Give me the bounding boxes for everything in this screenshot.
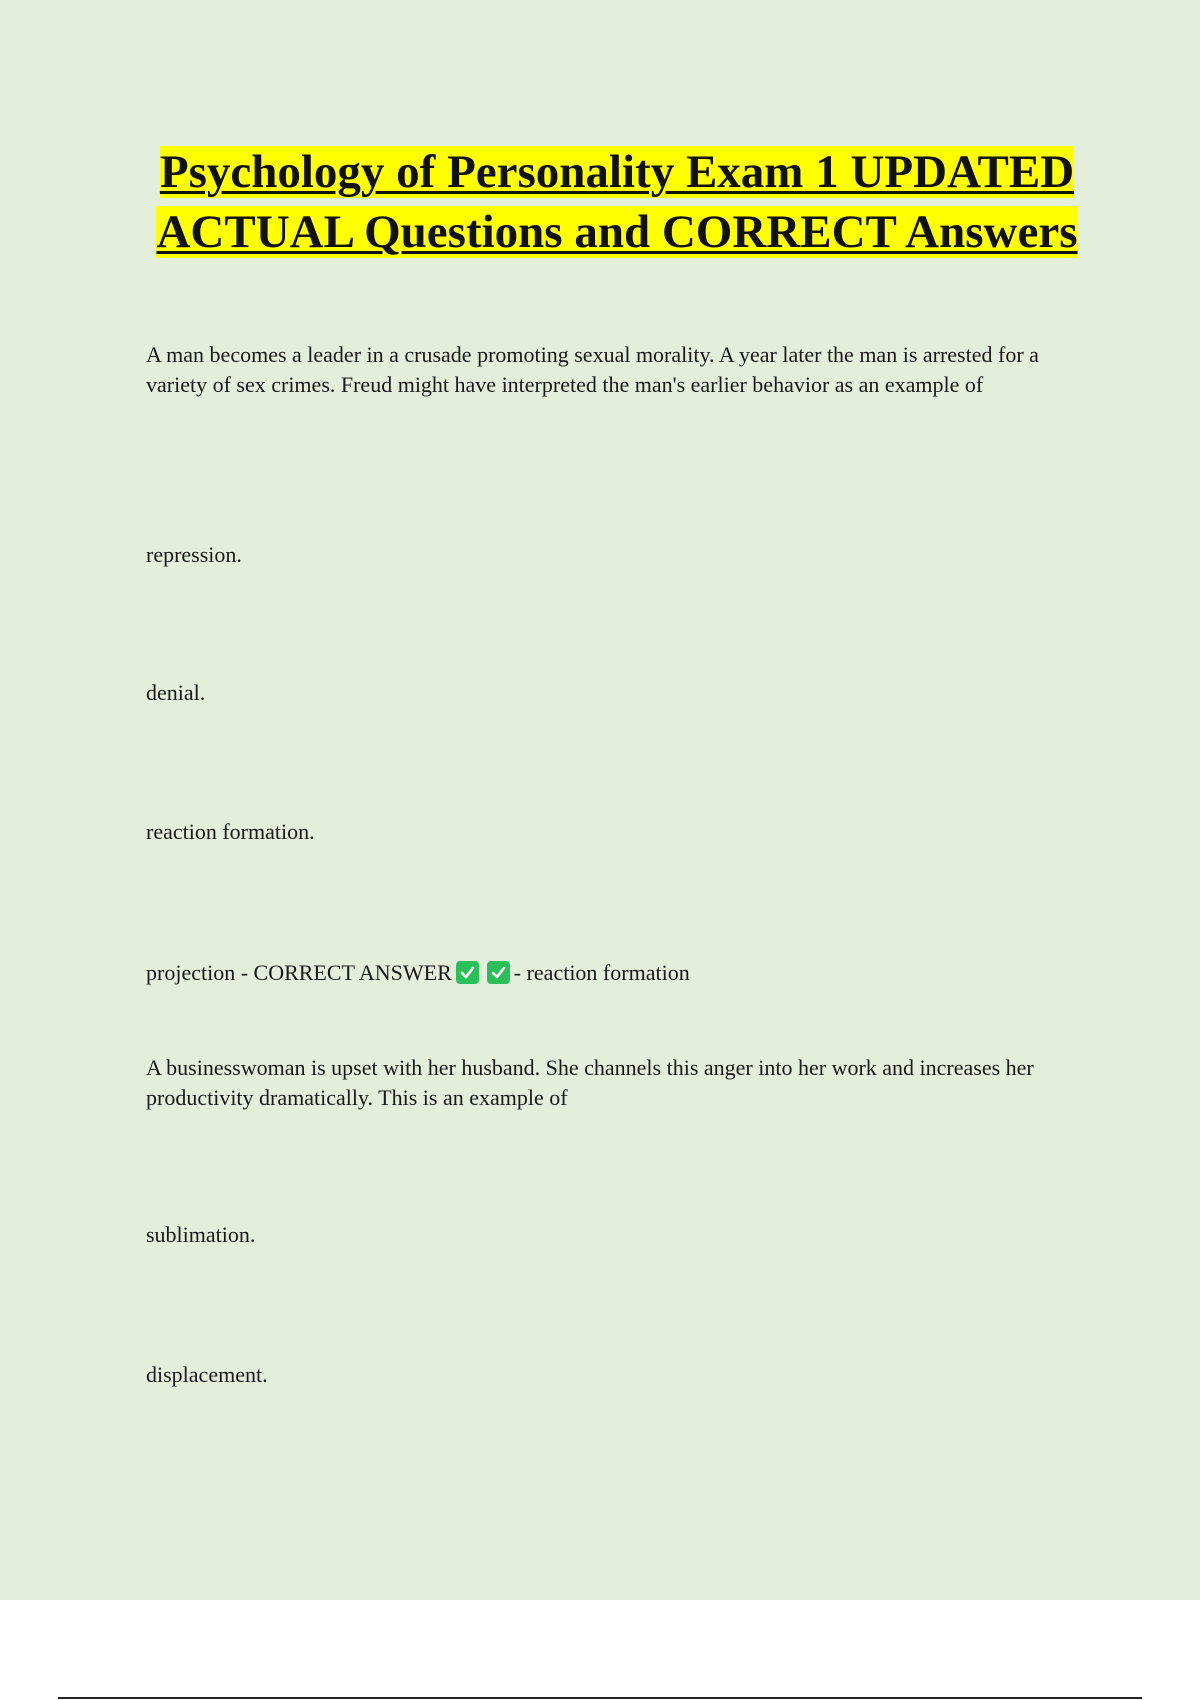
question-2-option-2: displacement.	[146, 1362, 268, 1387]
check-box-icon	[487, 961, 510, 984]
document-title	[120, 142, 1114, 262]
question-1-text: A man becomes a leader in a crusade promoting sexual morality. A year later the man is arrested for a variety of sex crimes. Freud might have interpreted the man's earlier behavior as an example of	[146, 342, 1039, 397]
question-1-correct-answer: - reaction formation	[513, 960, 690, 985]
question-1-option-1: repression.	[146, 542, 242, 567]
question-2-option-1: sublimation.	[146, 1222, 256, 1247]
question-1-option-4: projection - CORRECT ANSWER	[146, 960, 452, 985]
question-1-option-3: reaction formation.	[146, 819, 315, 844]
question-2-text: A businesswoman is upset with her husband. She channels this anger into her work and increases her productivity dramatically. This is an example of	[146, 1055, 1034, 1110]
footer-divider	[58, 1697, 1142, 1699]
question-1-option-2: denial.	[146, 680, 206, 705]
document-title-text: Psychology of Personality Exam 1 UPDATED ACTUAL Questions and CORRECT Answers	[156, 146, 1078, 258]
check-box-icon	[456, 961, 479, 984]
question-1-answer-line	[146, 958, 1092, 988]
